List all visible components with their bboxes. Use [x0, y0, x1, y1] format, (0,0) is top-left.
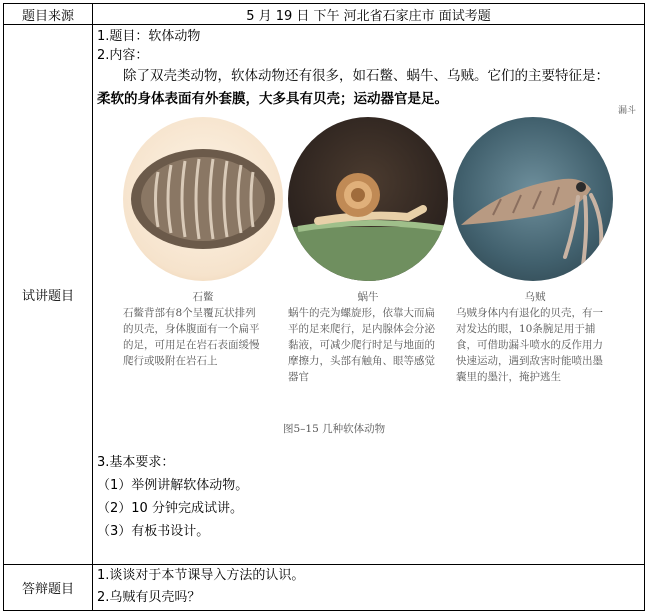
chiton-name: 石鳖: [192, 291, 214, 303]
header-row: [4, 4, 645, 25]
snail-desc: 蜗牛的壳为螺旋形，依靠大而扁平的足来爬行，足内腺体会分泌黏液，可减少爬行时足与地面的摩擦力，头部有触角、眼等感觉器官: [288, 307, 435, 383]
snail-image: [288, 117, 448, 281]
source-label: 题目来源: [4, 4, 93, 25]
lecture-title: 1.题目：软体动物: [97, 29, 201, 44]
requirement-item: （2）10 分钟完成试讲。: [97, 501, 243, 516]
figure-caption: 图5–15 几种软体动物: [283, 423, 386, 435]
content-paragraph: [93, 65, 644, 111]
source-value: 5 月 19 日 下午 河北省石家庄市 面试考题: [93, 4, 645, 25]
content-heading: 2.内容：: [97, 48, 149, 63]
chiton-image: [123, 117, 283, 281]
cuttlefish-image: [453, 117, 613, 281]
lecture-content: [93, 25, 645, 565]
content-text: 除了双壳类动物，软体动物还有很多，如石鳖、蜗牛、乌贼。它们的主要特征是：: [123, 68, 609, 84]
figure-molluscs: [103, 106, 643, 447]
requirement-item: （1）举例讲解软体动物。: [97, 478, 249, 493]
exam-table: [3, 3, 645, 611]
snail-name: 蜗牛: [357, 291, 379, 303]
funnel-annotation: 漏斗: [618, 106, 637, 116]
defense-row: [4, 565, 645, 611]
defense-label: 答辩题目: [4, 565, 93, 611]
lecture-label: 试讲题目: [4, 25, 93, 565]
requirement-item: （3）有板书设计。: [97, 524, 210, 539]
cuttlefish-desc: 乌贼身体内有退化的贝壳，有一对发达的眼，10条腕足用于捕食，可借助漏斗喷水的反作用力快速运动，遇到敌害时能喷出墨囊里的墨汁，掩护逃生: [456, 307, 603, 383]
defense-content: [93, 565, 645, 611]
chiton-desc: 石鳖背部有8个呈覆瓦状排列的贝壳，身体腹面有一个扁平的足，可用足在岩石表面缓慢爬行或吸附在岩石上: [123, 307, 260, 367]
requirements-heading: 3.基本要求：: [97, 455, 175, 470]
defense-question: 2.乌贼有贝壳吗？: [97, 590, 201, 605]
content-bold: 柔软的身体表面有外套膜，大多具有贝壳；运动器官是足。: [97, 91, 448, 107]
defense-question: 1.谈谈对于本节课导入方法的认识。: [97, 568, 305, 583]
cuttlefish-name: 乌贼: [524, 291, 546, 303]
lecture-row: [4, 25, 645, 565]
